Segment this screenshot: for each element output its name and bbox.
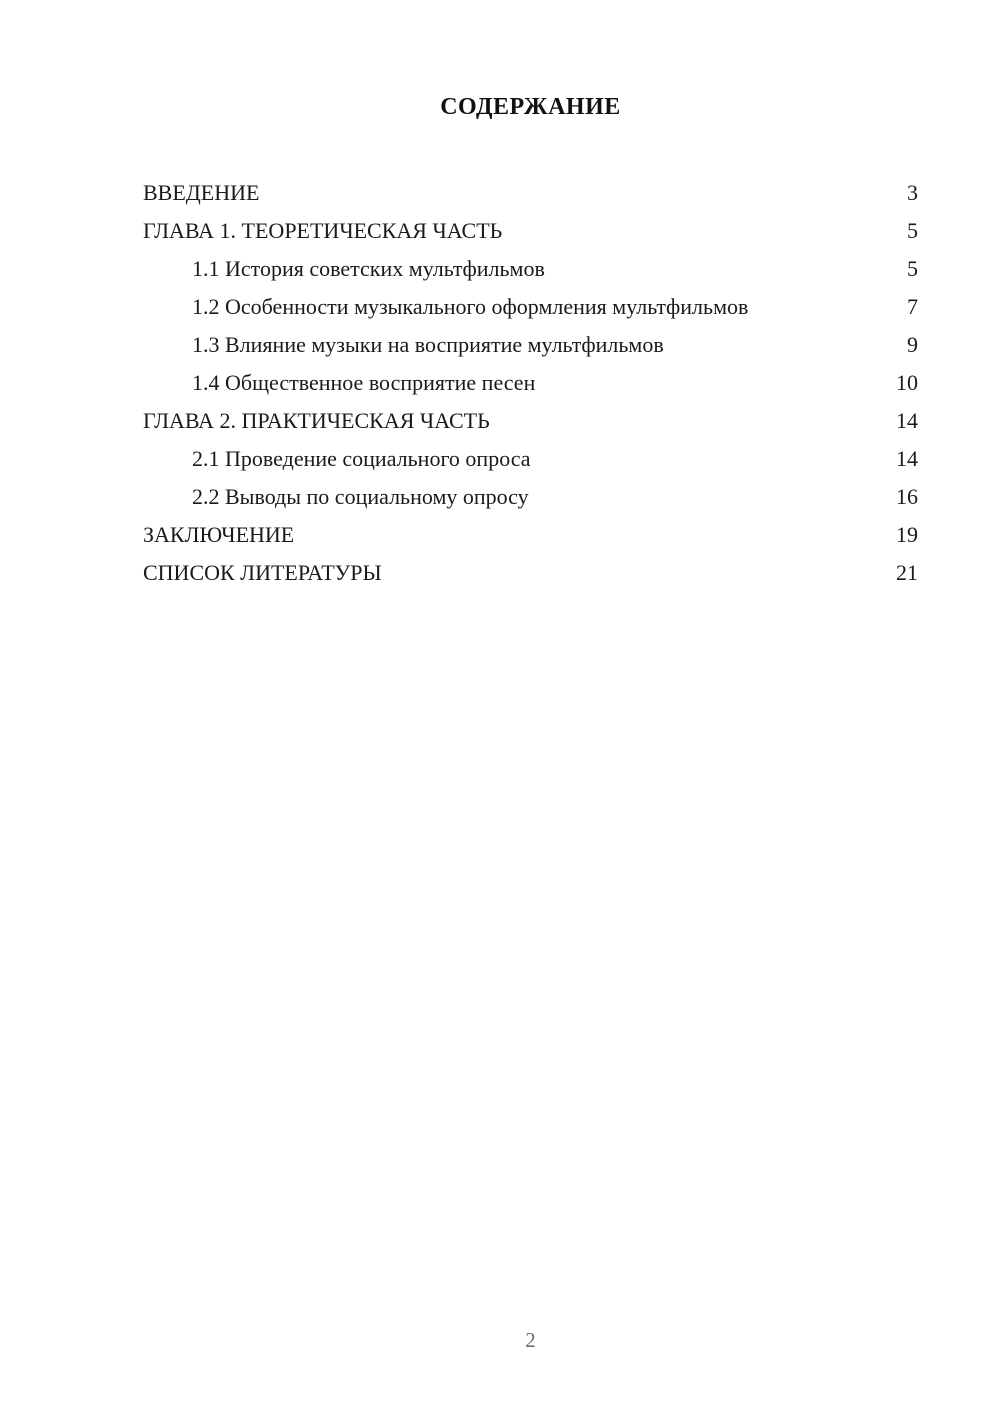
toc-entry-page: 10 [896, 370, 918, 395]
toc-entry [143, 174, 918, 212]
toc-entry [143, 478, 918, 516]
toc-entry-label: 1.4 Общественное восприятие песен [192, 370, 536, 395]
toc-entry-label: 2.1 Проведение социального опроса [192, 446, 531, 471]
toc-entry-label: ГЛАВА 1. ТЕОРЕТИЧЕСКАЯ ЧАСТЬ [143, 218, 503, 243]
toc-entry-page: 3 [907, 180, 918, 205]
toc-entry [143, 326, 918, 364]
toc-entry [143, 250, 918, 288]
table-of-contents [143, 174, 918, 592]
toc-entry-page: 9 [907, 332, 918, 357]
toc-entry-page: 14 [896, 446, 918, 471]
page-title: СОДЕРЖАНИЕ [440, 94, 621, 120]
toc-entry-page: 21 [896, 560, 918, 585]
toc-entry [143, 440, 918, 478]
toc-entry-label: СПИСОК ЛИТЕРАТУРЫ [143, 560, 382, 585]
toc-entry-label: 1.1 История советских мультфильмов [192, 256, 545, 281]
toc-entry-page: 16 [896, 484, 918, 509]
toc-entry-page: 5 [907, 256, 918, 281]
toc-entry-label: ЗАКЛЮЧЕНИЕ [143, 522, 295, 547]
toc-entry-page: 7 [907, 294, 918, 319]
toc-entry [143, 516, 918, 554]
toc-entry-label: ГЛАВА 2. ПРАКТИЧЕСКАЯ ЧАСТЬ [143, 408, 490, 433]
toc-entry-label: 1.3 Влияние музыки на восприятие мультфильмов [192, 332, 664, 357]
toc-entry [143, 364, 918, 402]
toc-entry [143, 212, 918, 250]
toc-entry-label: 1.2 Особенности музыкального оформления мультфильмов [192, 294, 749, 319]
toc-entry-label: ВВЕДЕНИЕ [143, 180, 260, 205]
content-area [143, 0, 918, 592]
toc-entry [143, 288, 918, 326]
toc-entry-label: 2.2 Выводы по социальному опросу [192, 484, 529, 509]
toc-entry [143, 402, 918, 440]
toc-entry [143, 554, 918, 592]
toc-entry-page: 19 [896, 522, 918, 547]
footer-page-number: 2 [525, 1328, 536, 1352]
toc-entry-page: 5 [907, 218, 918, 243]
toc-entry-page: 14 [896, 408, 918, 433]
